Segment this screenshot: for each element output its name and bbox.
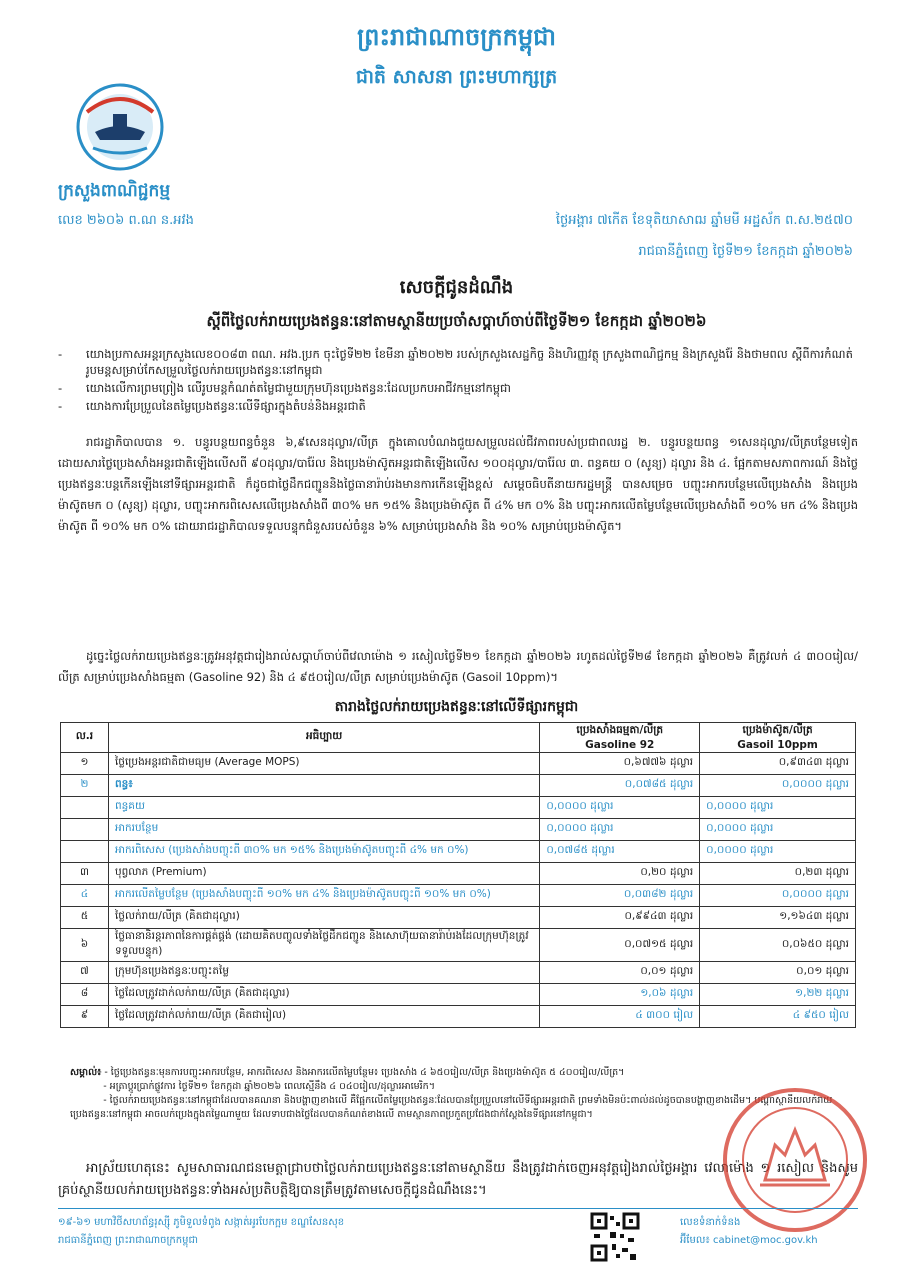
footer-address: ១៩-៦១ មហាវិថីសហព័ន្ធរុស្ស៊ី ភូមិទួលទំពូង សង្កាត់អូរបែកក្អម ខណ្ឌសែនសុខ រាជធានីភ្នំពេញ ព្រះរាជាណាចក្រកម្ពុជា xyxy=(58,1217,345,1246)
document-title: សេចក្តីជូនដំណឹង xyxy=(399,277,514,298)
table-header-row xyxy=(61,723,856,753)
qr-code-icon xyxy=(590,1212,640,1262)
body-paragraph-2: ដូច្នេះថ្លៃលក់រាយប្រេងឥន្ធនៈត្រូវអនុវត្តជារៀងរាល់សប្តាហ៍ចាប់ពីវេលាម៉ោង ១ រសៀលថ្ងៃទី២១ ខែកក្កដា ឆ្នាំ២០២៦ រហូតដល់ថ្ងៃទី២៨ ខែកក្កដា ឆ្នាំ២០២៦ គឺត្រូវលក់ ៤ ៣០០រៀល/លីត្រ សម្រាប់ប្រេងសាំងធម្មតា (Gasoline 92) និង ៤ ៩៥០រៀល/លីត្រ សម្រាប់ប្រេងម៉ាស៊ូត (Gasoil 10ppm)។ xyxy=(58,649,858,684)
footer-divider xyxy=(58,1208,858,1209)
kingdom-title: ព្រះរាជាណាចក្រកម្ពុជា xyxy=(357,23,556,51)
table-row: ៦ ថ្លៃធានានិរន្តរភាពនៃការផ្គត់ផ្គង់ (ដោយគិតបញ្ចូលទាំងថ្លៃដឹកជញ្ជូន និងសោហ៊ុយធានារ៉ាប់រងដែលក្រុមហ៊ុនត្រូវទទួលបន្ទុក) ០,០៧១៥ ដុល្លារ ០,០៦៥០ ដុល្លារ xyxy=(61,929,856,962)
table-row: ១ ថ្លៃប្រេងអន្តរជាតិជាមធ្យម (Average MOPS) ០,៦៧៧៦ ដុល្លារ ០,៩៣៤៣ ដុល្លារ xyxy=(61,753,856,775)
table-row: ២ ពន្ធ៖ ០,០៧៨៥ ដុល្លារ ០,០០០០ ដុល្លារ xyxy=(61,775,856,797)
notes-label: សម្គាល់៖ xyxy=(70,1067,102,1078)
table-row: ៣ បុព្វលាភ (Premium) ០,២០ ដុល្លារ ០,២៣ ដុល្លារ xyxy=(61,863,856,885)
header-desc: អធិប្បាយ xyxy=(108,723,539,753)
official-stamp xyxy=(720,1085,870,1235)
header-no: ល.រ xyxy=(61,723,109,753)
table-row: ៨ ថ្លៃដែលត្រូវដាក់លក់រាយ/លីត្រ (គិតជាដុល្លារ) ១,០៦ ដុល្លារ ១,២២ ដុល្លារ xyxy=(61,984,856,1006)
reference-item: - យោងលើការព្រមព្រៀង លើរូបមន្តកំណត់តម្លៃជាមួយក្រុមហ៊ុនប្រេងឥន្ធនៈដែលប្រកបអាជីវកម្មនៅកម្ពុជា xyxy=(58,381,511,395)
table-row: អាករពិសេស (ប្រេងសាំងបញ្ចុះពី ៣០% មក ១៥% និងប្រេងម៉ាស៊ូតបញ្ចុះពី ៤% មក ០%) ០,០៧៨៥ ដុល្លារ ០,០០០០ ដុល្លារ xyxy=(61,841,856,863)
kingdom-motto: ជាតិ សាសនា ព្រះមហាក្សត្រ xyxy=(355,66,558,88)
lunar-date: ថ្ងៃអង្គារ ៧កើត ខែទុតិយាសាឍ ឆ្នាំមមី អដ្ឋស័ក ព.ស.២៥៧០ xyxy=(555,213,853,228)
ministry-logo xyxy=(75,82,165,172)
closing-paragraph: អាស្រ័យហេតុនេះ សូមសាធារណជនមេត្តាជ្រាបថាថ្លៃលក់រាយប្រេងឥន្ធនៈនៅតាមស្ថានីយ នឹងត្រូវដាក់ចេញអនុវត្តរៀងរាល់ថ្ងៃអង្គារ វេលាម៉ោង ១ រសៀល និងសូមគ្រប់ស្ថានីយលក់រាយប្រេងឥន្ធនៈទាំងអស់ប្រតិបត្តិឱ្យបានត្រឹមត្រូវតាមសេចក្តីជូនដំណឹងនេះ។ xyxy=(58,1161,858,1198)
solar-date: រាជធានីភ្នំពេញ ថ្ងៃទី២១ ខែកក្កដា ឆ្នាំ២០២៦ xyxy=(638,244,853,259)
footer-contact: លេខទំនាក់ទំនង អ៊ីមែល៖ cabinet@moc.gov.kh xyxy=(680,1217,818,1246)
reference-item: - យោងការប្រែប្រួលនៃតម្លៃប្រេងឥន្ធនៈលើទីផ្សារក្នុងតំបន់និងអន្តរជាតិ xyxy=(58,399,366,413)
document-subtitle: ស្តីពីថ្លៃលក់រាយប្រេងឥន្ធនៈនៅតាមស្ថានីយប្រចាំសប្តាហ៍ចាប់ពីថ្ងៃទី២១ ខែកក្កដា ឆ្នាំ២០២៦ xyxy=(206,312,707,330)
note-item: សម្គាល់៖ - ថ្លៃប្រេងឥន្ធនៈមុនការបញ្ចុះអាករបន្ថែម, អាករពិសេស និងអាករលើតម្លៃបន្ថែម៖ ប្រេងសាំង ៤ ៦៥០រៀល/លីត្រ និងប្រេងម៉ាស៊ូត ៥ ៤០០រៀល/លីត្រ។ xyxy=(70,1067,625,1078)
note-item: - អត្រាប្តូរប្រាក់ផ្លូវការ ថ្ងៃទី២១ ខែកក្កដា ឆ្នាំ២០២៦ ពេលស្មើនឹង ៤ ០៤០រៀល/ដុល្លារអាមេរិក។ xyxy=(70,1081,435,1092)
ministry-name: ក្រសួងពាណិជ្ជកម្ម xyxy=(58,181,171,201)
body-paragraph-1: រាជរដ្ឋាភិបាលបាន ១. បន្ធូរបន្ថយពន្ធចំនួន ៦,៩សេនដុល្លារ/លីត្រ ក្នុងគោលបំណងជួយសម្រួលដល់ជីវភាពរបស់ប្រជាពលរដ្ឋ ២. បន្ធូរបន្ថយពន្ធ ១សេនដុល្លារ/លីត្របន្ថែមទៀត ដោយសារថ្លៃប្រេងសាំងអន្តរជាតិឡើងលើសពី ៩០ដុល្លារ/បារ៉ែល និងប្រេងម៉ាស៊ូតអន្តរជាតិឡើងលើស ១០០ដុល្លារ/បារ៉ែល ៣. ពន្ធគយ ០ (សូន្យ) ដុល្លារ និង ៤. ផ្អែកតាមសភាពការណ៍ និងថ្លៃប្រេងឥន្ធនៈបន្តកើនឡើងនៅទីផ្សារអន្តរជាតិ ក៏ដូចជាថ្លៃដឹកជញ្ជូននិងថ្លៃធានារ៉ាប់រងមានការកើនឡើងខ្ពស់ សម្តេចធិបតីនាយករដ្ឋមន្ត្រី បានសម្រេច បញ្ចុះអាករបន្ថែមលើប្រេងសាំង និងប្រេងម៉ាស៊ូតមក ០ (សូន្យ) ដុល្លារ, បញ្ចុះអាករពិសេសលើប្រេងសាំងពី ៣០% មក ១៥% និងប្រេងម៉ាស៊ូត ពី ៤% មក ០% និង បញ្ចុះអាករលើតម្លៃបន្ថែមលើប្រេងសាំងពី ១០% មក ៤% និងប្រេងម៉ាស៊ូត ពី ១០% មក ០% ដោយរាជរដ្ឋាភិបាលទទួលបន្ទុកជំនួសរបស់ចំនួន ៦% សម្រាប់ប្រេងសាំង និង ១០% សម្រាប់ប្រេងម៉ាស៊ូត។ xyxy=(58,435,858,533)
table-row: ៥ ថ្លៃលក់រាយ/លីត្រ (គិតជាដុល្លារ) ០,៩៩៤៣ ដុល្លារ ១,១៦៤៣ ដុល្លារ xyxy=(61,907,856,929)
price-table xyxy=(60,722,856,1028)
header-gasoline: ប្រេងសាំងធម្មតា/លីត្រ Gasoline 92 xyxy=(540,723,700,753)
reference-number: លេខ ២៦០៦ ព.ណ ន.អវង xyxy=(58,213,194,228)
table-row: ៧ ក្រុមហ៊ុនប្រេងឥន្ធនៈបញ្ចុះតម្លៃ ០,០១ ដុល្លារ ០,០១ ដុល្លារ xyxy=(61,962,856,984)
table-row: ៤ អាករលើតម្លៃបន្ថែម (ប្រេងសាំងបញ្ចុះពី ១០% មក ៤% និងប្រេងម៉ាស៊ូតបញ្ចុះពី ១០% មក ០%) ០,០៣៨២ ដុល្លារ ០,០០០០ ដុល្លារ xyxy=(61,885,856,907)
table-title: តារាងថ្លៃលក់រាយប្រេងឥន្ធនៈនៅលើទីផ្សារកម្ពុជា xyxy=(334,699,579,715)
references-list xyxy=(58,346,858,416)
note-item: - ថ្លៃលក់រាយប្រេងឥន្ធនៈនៅកម្ពុជាដែលបានគណនា និងបង្ហាញខាងលើ គឺផ្អែកលើតម្លៃប្រេងឥន្ធនៈដែលបានប្រែប្រួលនៅលើទីផ្សារអន្តរជាតិ ព្រមទាំងមិនប៉ះពាល់ដល់ដូចបានបង្ហាញខាងដើម។ បណ្តាស្ថានីយលក់រាយប្រេងឥន្ធនៈនៅកម្ពុជា អាចលក់ប្រេងក្នុងតម្លៃណាមួយ ដែលទាបជាងថ្លៃដែលបានកំណត់ខាងលើ តាមស្ថានភាពប្រកួតប្រជែងជាក់ស្តែងនៃទីផ្សារនៅកម្ពុជា។ xyxy=(70,1095,833,1120)
table-row: ៩ ថ្លៃដែលត្រូវដាក់លក់រាយ/លីត្រ (គិតជារៀល) ៤ ៣០០ រៀល ៤ ៩៥០ រៀល xyxy=(61,1006,856,1028)
table-row: អាករបន្ថែម ០,០០០០ ដុល្លារ ០,០០០០ ដុល្លារ xyxy=(61,819,856,841)
reference-item: - យោងប្រកាសអន្តរក្រសួងលេខ០០៨៣ ពណ. អវង.ប្រក ចុះថ្ងៃទី២២ ខែមីនា ឆ្នាំ២០២២ របស់ក្រសួងសេដ្ឋកិច្ច និងហិរញ្ញវត្ថុ ក្រសួងពាណិជ្ជកម្ម និងក្រសួងរ៉ែ និងថាមពល ស្តីពីការកំណត់រូបមន្តសម្រាប់កែសម្រួលថ្លៃលក់រាយប្រេងឥន្ធនៈនៅកម្ពុជា xyxy=(58,347,853,377)
header-gasoil: ប្រេងម៉ាស៊ូត/លីត្រ Gasoil 10ppm xyxy=(700,723,856,753)
table-row: ពន្ធគយ ០,០០០០ ដុល្លារ ០,០០០០ ដុល្លារ xyxy=(61,797,856,819)
